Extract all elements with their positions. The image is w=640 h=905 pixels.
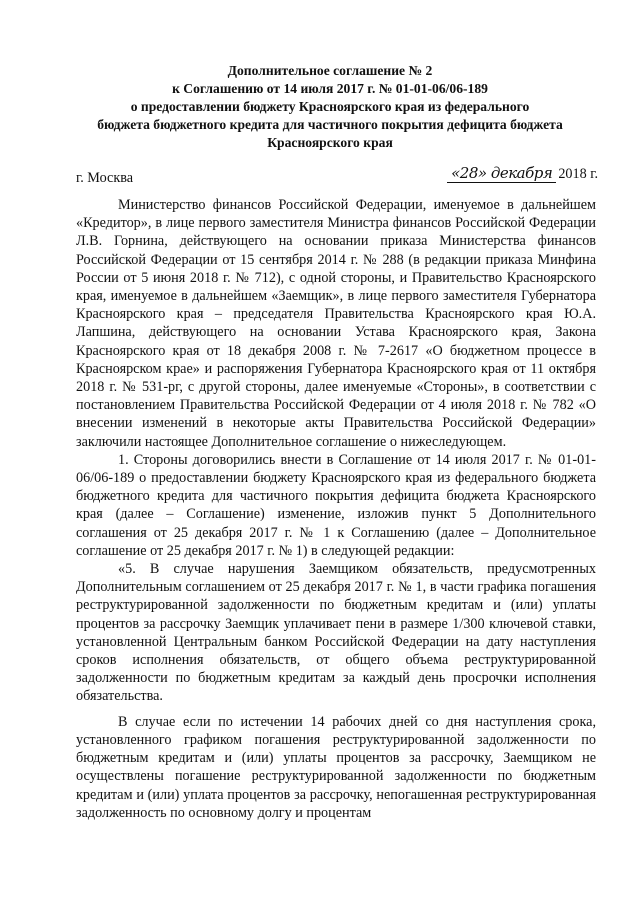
document-body bbox=[76, 196, 596, 822]
title-line-3: о предоставлении бюджету Красноярского края из федерального bbox=[130, 99, 530, 114]
paragraph-parties: Министерство финансов Российской Федерации, именуемое в дальнейшем «Кредитор», в лице первого заместителя Министра финансов Российской Федерации Л.В. Горнина, действующего на основании приказа Министерства финансов Российской Федерации от 15 сентября 2014 г. № 288 (в редакции приказа Минфина России от 5 июня 2018 г. № 712), с одной стороны, и Правительство Красноярского края, именуемое в дальнейшем «Заемщик», в лице первого заместителя Губернатора Красноярского края – председателя Правительства Красноярского края Ю.А. Лапшина, действующего на основании Устава Красноярского края, Закона Красноярского края от 18 декабря 2008 г. № 7-2617 «О бюджетном процессе в Красноярском крае» и распоряжения Губернатора Красноярского края от 11 октября 2018 г. № 531-рг, с другой стороны, далее именуемые «Стороны», в соответствии с постановлением Правительства Российской Федерации от 4 июля 2018 г. № 782 «О внесении изменений в некоторые акты Правительства Российской Федерации» заключили настоящее Дополнительное соглашение о нижеследующем. bbox=[76, 197, 596, 450]
date-year: 2018 г. bbox=[558, 166, 598, 182]
signing-date bbox=[447, 164, 598, 183]
paragraph-overdue: В случае если по истечении 14 рабочих дней со дня наступления срока, установленного графиком погашения реструктурированной задолженности по бюджетным кредитам и (или) уплаты процентов за рассрочку, Заемщиком не осуществлены погашение реструктурированной задолженности по бюджетным кредитам и (или) уплата процентов за рассрочку, непогашенная реструктурированная задолженность по основному долгу и процентам bbox=[76, 713, 596, 821]
title-line-1: Дополнительное соглашение № 2 bbox=[227, 63, 433, 78]
handwritten-date: «28» декабря bbox=[447, 164, 556, 183]
title-line-5: Красноярского края bbox=[267, 135, 393, 150]
title-line-2: к Соглашению от 14 июля 2017 г. № 01-01-06/06-189 bbox=[172, 81, 488, 96]
place-of-signing: г. Москва bbox=[76, 170, 134, 186]
title-line-4: бюджета бюджетного кредита для частичного покрытия дефицита бюджета bbox=[97, 117, 563, 132]
paragraph-clause-5: «5. В случае нарушения Заемщиком обязательств, предусмотренных Дополнительным соглашением от 25 декабря 2017 г. № 1, в части графика погашения реструктурированной задолженности по бюджетным кредитам и (или) уплаты процентов за рассрочку Заемщик уплачивает пени в размере 1/300 ключевой ставки, установленной Центральным банком Российской Федерации на дату наступления сроков исполнения обязательств, от общего объема реструктурированной задолженности по бюджетным кредитам за каждый день просрочки исполнения обязательства. bbox=[76, 561, 596, 705]
document-title bbox=[60, 62, 600, 152]
paragraph-clause-1: 1. Стороны договорились внести в Соглашение от 14 июля 2017 г. № 01-01-06/06-189 о предоставлении бюджету Красноярского края из федерального бюджета бюджетного кредита для частичного покрытия дефицита бюджета Красноярского края (далее – Соглашение) изменение, изложив пункт 5 Дополнительного соглашения от 25 декабря 2017 г. № 1 к Соглашению (далее – Дополнительное соглашение от 25 декабря 2017 г. № 1) в следующей редакции: bbox=[76, 451, 596, 559]
